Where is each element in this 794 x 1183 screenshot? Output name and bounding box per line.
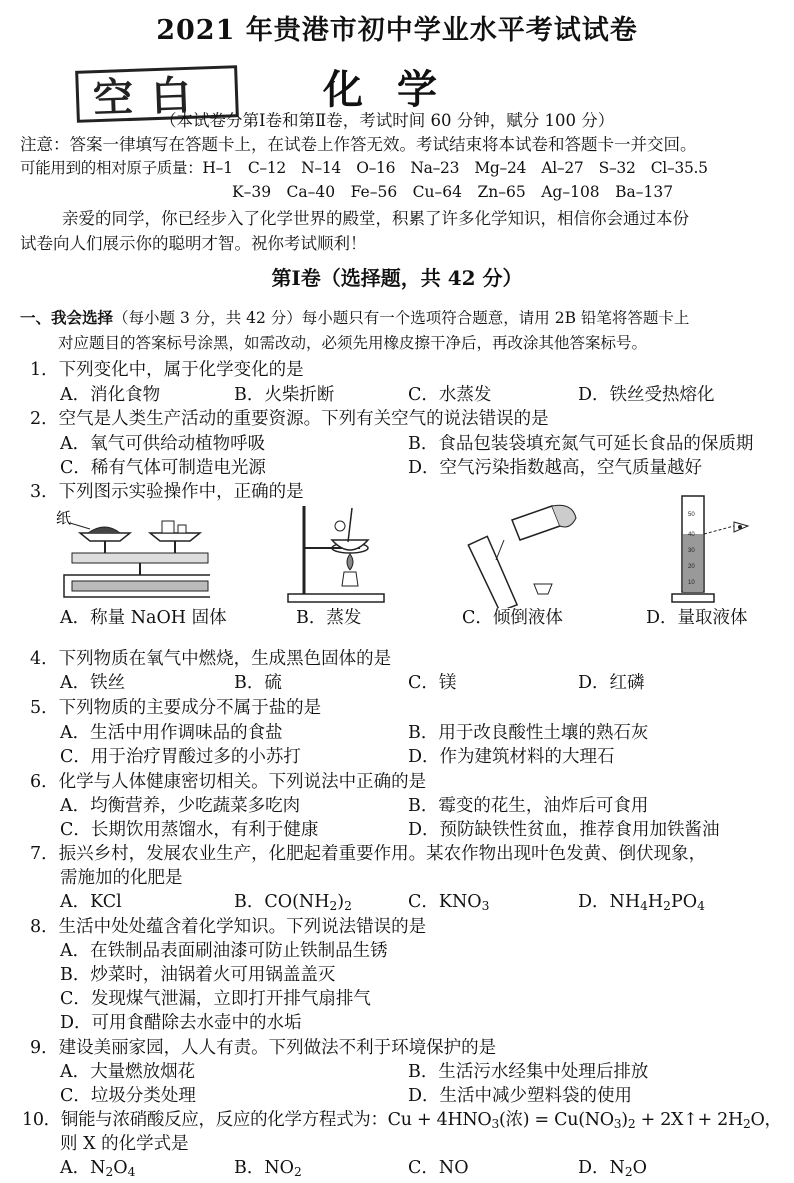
q9-option-d: D．生活中减少塑料袋的使用 [408,1086,633,1106]
q4-stem: 4．下列物质在氧气中燃烧，生成黑色固体的是 [30,649,392,669]
q6-option-b: B．霉变的花生，油炸后可食用 [408,796,649,816]
tick-label-10: 10 [688,580,695,586]
q10-stem-line2: 则 X 的化学式是 [60,1134,189,1154]
right-pan [150,533,200,541]
q9-option-c: C．垃圾分类处理 [60,1086,196,1106]
q2-option-a: A．氧气可供给动植物呼吸 [60,434,266,454]
q10-stem [22,1106,782,1131]
balance-figure [50,503,210,605]
cylinder-figure [668,494,768,606]
greeting-line2: 试卷向人们展示你的聪明才智。祝你考试顺利！ [20,234,367,253]
q7-d-mid2: PO [670,892,698,912]
eye-pupil [738,525,742,529]
q5-option-b: B．用于改良酸性土壤的熟石灰 [408,723,649,743]
q6-option-a: A．均衡营养，少吃蔬菜多吃肉 [60,796,301,816]
q10-eq-tail: + 2X↑+ 2H [635,1110,743,1130]
q7-stem-line2: 需施加的化肥是 [60,868,183,888]
q2-option-d: D．空气污染指数越高，空气质量越好 [408,458,703,478]
liquid-stream [496,540,504,560]
q10-d-text: D．N [578,1158,625,1178]
q7-d-sub1: 4 [640,899,648,913]
instructions: 注意：答案一律填写在答题卡上，在试卷上作答无效。考试结束将本试卷和答题卡一并交回。 [20,135,697,154]
hand-grip [335,521,345,531]
q8-option-b: B．炒菜时，油锅着火可用锅盖盖灭 [60,965,336,985]
paper-label: 纸 [56,511,72,527]
q1-option-b: B．火柴折断 [234,385,335,405]
q10-a-sub1: 2 [105,1165,114,1179]
q7-option-b [234,888,352,913]
section-heading-line2: 对应题目的答案标号涂黑，如需改动，必须先用橡皮擦干净后，再改涂其他答案标号。 [58,334,648,352]
q8-option-a: A．在铁制品表面刷油漆可防止铁制品生锈 [60,941,388,961]
q4-option-b: B．硫 [234,673,282,693]
atomic-masses-line2: K–39 Ca–40 Fe–56 Cu–64 Zn–65 Ag–108 Ba–137 [232,183,674,201]
q10-sub1: 3 [491,1117,499,1131]
q3-option-d: D．量取液体 [646,608,748,628]
q10-sub2: 3 [613,1117,622,1131]
q9-option-a: A．大量燃放烟花 [60,1062,196,1082]
q5-stem: 5．下列物质的主要成分不属于盐的是 [30,698,322,718]
q7-d-text: D．NH [578,892,641,912]
q10-a-sub2: 4 [127,1165,136,1179]
q10-d-post: O [632,1158,647,1178]
cylinder-base [672,594,714,602]
q4-option-a: A．铁丝 [60,673,126,693]
exam-title: 2021 年贵港市初中学业水平考试试卷 [156,15,638,46]
q10-b-sub: 2 [294,1165,302,1179]
q10-a-mid: O [113,1158,128,1178]
reagent-bottle [512,506,560,540]
section-heading-bold: 一、我会选择 [20,308,114,327]
q6-stem: 6．化学与人体健康密切相关。下列说法中正确的是 [30,772,427,792]
q7-c-sub: 3 [481,899,490,913]
subject-title: 化学 [323,66,471,113]
q1-option-d: D．铁丝受热熔化 [578,385,715,405]
stand-base [288,594,384,602]
weight-2 [178,525,186,533]
q7-stem: 7．振兴乡村，发展农业生产，化肥起着重要作用。某农作物出现叶色发黄、倒伏现象， [30,844,707,864]
tick-label-30: 30 [688,548,695,554]
q1-stem: 1．下列变化中，属于化学变化的是 [30,360,304,380]
q9-option-b: B．生活污水经集中处理后排放 [408,1062,649,1082]
evaporation-figure [282,500,392,608]
q2-option-b: B．食品包装袋填充氮气可延长食品的保质期 [408,434,754,454]
q10-eq-end: O， [750,1110,782,1130]
q3-option-b: B．蒸发 [296,608,362,628]
q7-d-mid: H [647,892,664,912]
q5-option-a: A．生活中用作调味品的食盐 [60,723,283,743]
left-pan [80,533,130,541]
glass-rod [348,508,352,542]
tick-label-20: 20 [688,564,695,570]
q3-stem: 3．下列图示实验操作中，正确的是 [30,482,304,502]
q7-b-sub2: 2 [344,899,352,913]
q4-option-d: D．红磷 [578,673,645,693]
q8-stem: 8．生活中处处蕴含着化学知识。下列说法错误的是 [30,917,427,937]
q6-option-c: C．长期饮用蒸馏水，有利于健康 [60,820,319,840]
tick-label-40: 40 [688,532,695,538]
q7-b-sub: 2 [329,899,338,913]
q8-option-c: C．发现煤气泄漏，立即打开排气扇排气 [60,989,371,1009]
q3-option-a: A．称量 NaOH 固体 [60,608,227,628]
test-tube [467,534,517,608]
q9-stem: 9．建设美丽家园，人人有责。下列做法不利于环境保护的是 [30,1038,497,1058]
q5-option-d: D．作为建筑材料的大理石 [408,747,615,767]
q2-option-c: C．稀有气体可制造电光源 [60,458,266,478]
q10-d-sub: 2 [624,1165,633,1179]
q10-option-c: C．NO [408,1158,469,1178]
q7-d-sub3: 4 [697,899,705,913]
pouring-figure [452,500,592,608]
q10-a-text: A．N [60,1158,106,1178]
q3-option-c: C．倾倒液体 [462,608,563,628]
greeting-line1: 亲爱的同学，你已经步入了化学世界的殿堂，积累了许多化学知识，相信你会通过本份 [62,209,689,228]
q7-b-post: ) [337,892,345,912]
q10-sub3: 2 [627,1117,636,1131]
q10-b-text: B．NO [234,1158,295,1178]
q4-option-c: C．镁 [408,673,457,693]
q6-option-d: D．预防缺铁性贫血，推荐食用加铁酱油 [408,820,720,840]
naoh-solid [88,527,120,533]
section-heading [20,306,689,328]
q7-option-d [578,888,705,913]
sight-line [704,526,734,534]
q2-stem: 2．空气是人类生产活动的重要资源。下列有关空气的说法错误的是 [30,409,549,429]
q10-sub4: 2 [742,1117,751,1131]
alcohol-lamp [342,572,358,586]
q10-eq-mid: (浓) = Cu(NO [498,1110,614,1130]
q10-eq-mid2: ) [621,1110,628,1130]
q7-d-sub2: 2 [663,899,671,913]
beam [72,553,208,563]
bottle-stopper [534,584,552,594]
q7-option-a: A．KCl [60,892,122,912]
q10-option-a [60,1154,135,1179]
scale-rail [72,581,208,591]
paper-label-pointer [70,523,90,529]
q1-option-a: A．消化食物 [60,385,161,405]
atomic-masses-line1: 可能用到的相对原子质量：H–1 C–12 N–14 O–16 Na–23 Mg–24 Al–27 S–32 Cl–35.5 [20,159,708,177]
weight-1 [162,521,174,533]
q10-option-b [234,1154,302,1179]
blank-stamp: 空白 [75,65,239,123]
section-title: 第Ⅰ卷（选择题，共 42 分） [271,266,523,290]
section-heading-rest: （每小题 3 分，共 42 分）每小题只有一个选项符合题意，请用 2B 铅笔将答题卡上 [113,309,690,327]
exam-note: （本试卷分第Ⅰ卷和第Ⅱ卷，考试时间 60 分钟，赋分 100 分） [160,111,615,130]
q1-option-c: C．水蒸发 [408,385,492,405]
q5-option-c: C．用于治疗胃酸过多的小苏打 [60,747,301,767]
tick-label-50: 50 [688,512,695,518]
q7-b-text: B．CO(NH [234,892,330,912]
q10-stem-text: 10．铜能与浓硝酸反应，反应的化学方程式为：Cu + 4HNO [22,1110,492,1130]
q7-c-text: C．KNO [408,892,482,912]
q10-option-d [578,1154,647,1179]
q8-option-d: D．可用食醋除去水壶中的水垢 [60,1013,302,1033]
q7-option-c [408,888,489,913]
flame [347,554,353,570]
